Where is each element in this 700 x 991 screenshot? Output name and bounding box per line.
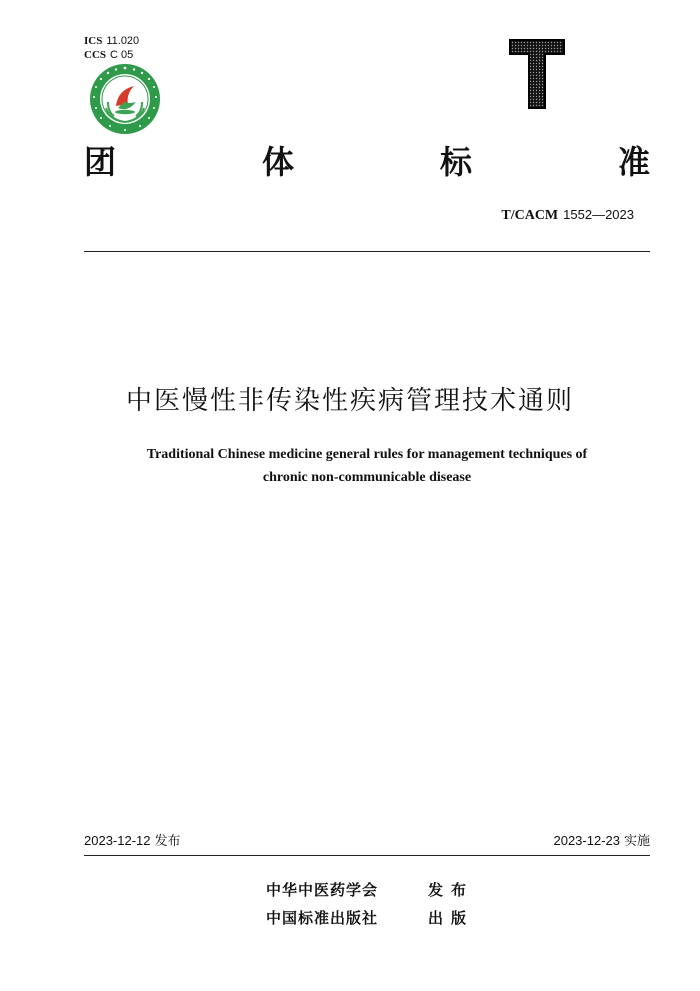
ics-label: ICS [84,35,103,47]
publisher-row-press [266,904,474,932]
ccs-value: C 05 [110,49,134,61]
standard-org: T/CACM [501,208,559,223]
title-chinese: 中医慢性非传染性疾病管理技术通则 [125,386,574,416]
title-english-line-1: Traditional Chinese medicine general rules for management techniques of [146,447,588,462]
ccs-label: CCS [84,49,107,61]
issue-date-value: 2023-12-12 [84,833,151,848]
top-divider [84,251,650,252]
classification-codes [84,34,143,62]
ics-value: 11.020 [106,35,140,47]
heading-char-1: 团 [84,143,117,181]
implementation-date-value: 2023-12-23 [553,833,620,848]
heading-char-3: 标 [439,143,472,181]
issue-date-label: 发布 [154,834,181,849]
standard-code: 1552—2023 [563,207,634,222]
publisher-row-issuer [266,876,474,904]
publishers [266,876,474,932]
bottom-divider [84,855,650,856]
title-english [100,443,634,489]
issue-date [84,832,181,851]
ics-code [84,34,143,48]
heading-char-2: 体 [261,143,294,181]
title-english-line-2: chronic non-communicable disease [262,470,472,485]
heading-char-4: 准 [617,143,650,181]
standard-number [501,206,634,225]
implementation-date [553,832,650,851]
implementation-date-label: 实施 [623,834,650,849]
publisher-name: 中华中医药学会 [266,881,379,899]
standard-type-mark [508,38,566,110]
group-standard-heading [84,140,650,184]
ccs-code [84,48,143,62]
publisher-role: 出版 [428,909,475,927]
publisher-role: 发布 [428,881,475,899]
cacm-logo-icon [88,62,162,136]
publisher-name: 中国标准出版社 [266,909,379,927]
